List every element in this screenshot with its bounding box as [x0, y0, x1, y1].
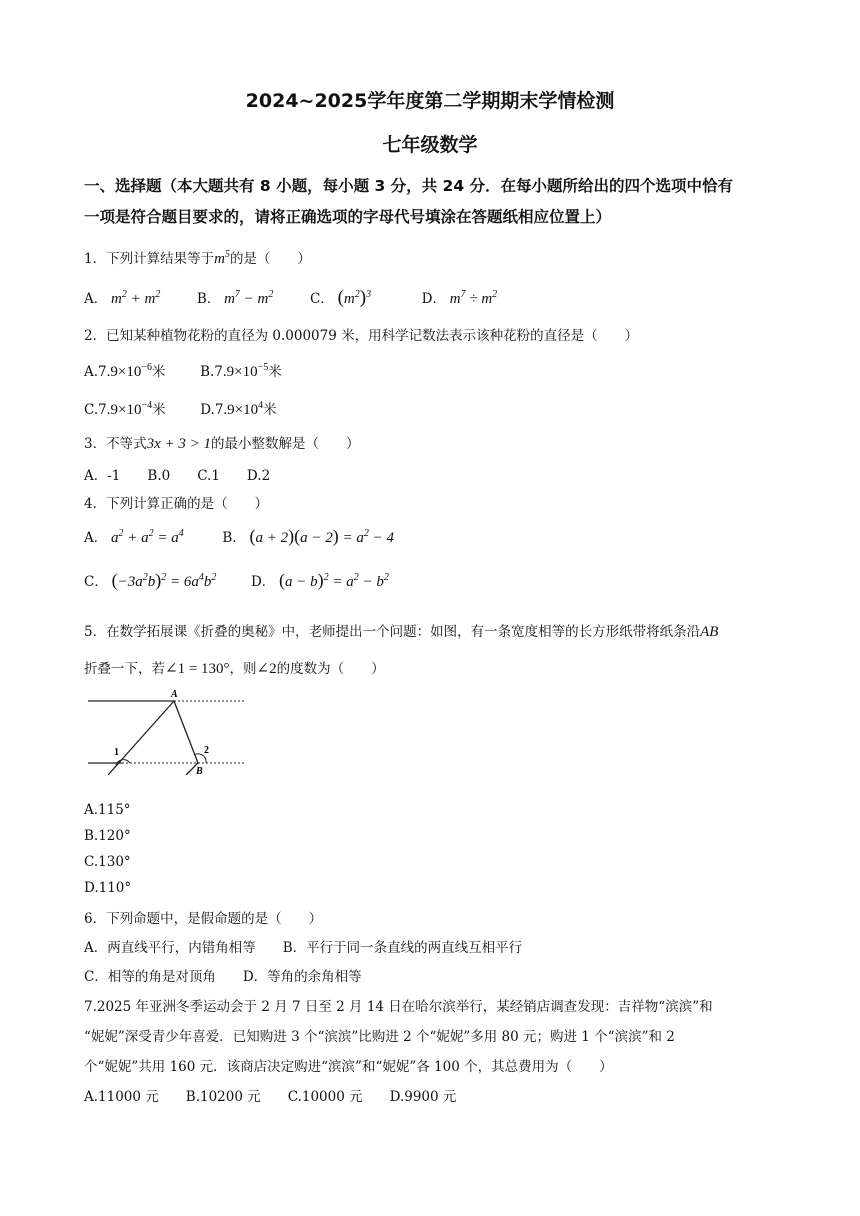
- question-5-line2: 折叠一下，若∠1 = 130°，则∠2的度数为（ ）: [84, 661, 385, 677]
- q5-option-a[interactable]: A.115°: [84, 802, 131, 818]
- question-5-line1: 5．在数学拓展课《折叠的奥秘》中，老师提出一个问题：如图，有一条宽度相等的长方形纸带将纸条沿AB: [84, 624, 719, 640]
- question-4-stem: 4．下列计算正确的是（ ）: [84, 496, 269, 512]
- question-6-options-row1[interactable]: A．两直线平行，内错角相等 B．平行于同一条直线的两直线互相平行: [84, 940, 523, 956]
- question-1-options: [84, 287, 497, 309]
- question-7-line2: “妮妮”深受青少年喜爱．已知购进 3 个“滨滨”比购进 2 个“妮妮”多用 80 元；购进 1 个“滨滨”和 2: [84, 1029, 675, 1045]
- q5-option-c[interactable]: C.130°: [84, 854, 131, 870]
- q2-option-b[interactable]: $B.7.9\times 10^{-5}$米: [200, 362, 282, 380]
- q4-option-c[interactable]: C． $(-3a^2b)^2 = 6a^4b^2$: [84, 570, 217, 590]
- fold-line-left: [108, 701, 174, 775]
- q5-option-b[interactable]: B.120°: [84, 828, 131, 844]
- q1-option-c[interactable]: C． $(m^2)^3$: [309, 287, 372, 308]
- q4-option-d[interactable]: D． $(a - b)^2 = a^2 - b^2$: [250, 570, 389, 590]
- q1-option-a[interactable]: A． $m^2 + m^2$: [84, 289, 161, 307]
- section-heading-line2: 一项是符合题目要求的，请将正确选项的字母代号填涂在答题纸相应位置上）: [84, 208, 612, 226]
- question-4-options-row1: [84, 526, 394, 547]
- q1-option-d[interactable]: D． $m^7 \div m^2$: [421, 289, 498, 307]
- q2-option-d[interactable]: $D.7.9\times 10^4$米: [200, 400, 277, 418]
- section-heading-line1: 一、选择题（本大题共有 8 小题，每小题 3 分，共 24 分．在每小题所给出的四个选项中恰有: [84, 177, 734, 195]
- label-b: B: [196, 766, 203, 775]
- question-2-options-row2: [84, 398, 277, 419]
- page-subtitle: 七年级数学: [382, 134, 478, 156]
- q5-option-d[interactable]: D.110°: [84, 880, 132, 896]
- label-angle-1: 1: [114, 747, 119, 758]
- question-7-line3: 个“妮妮”共用 160 元．该商店决定购进“滨滨”和“妮妮”各 100 个，其总费用为（ ）: [84, 1059, 613, 1075]
- question-6-options-row2[interactable]: C．相等的角是对顶角 D．等角的余角相等: [84, 969, 362, 985]
- q1-option-b[interactable]: B． $m^7 - m^2$: [196, 289, 274, 307]
- question-4-options-row2: [84, 570, 389, 591]
- question-3-options[interactable]: A．-1 B.0 C.1 D.2: [84, 468, 271, 484]
- question-2-options-row1: [84, 360, 282, 381]
- fold-line-ab: [174, 701, 198, 763]
- label-angle-2: 2: [204, 745, 209, 756]
- question-7-line1: 7.2025 年亚洲冬季运动会于 2 月 7 日至 2 月 14 日在哈尔滨举行，某经销店调查发现：吉祥物“滨滨”和: [84, 999, 713, 1015]
- q4-option-a[interactable]: A． $a^2 + a^2 = a^4$: [84, 528, 184, 546]
- q4-option-b[interactable]: B． $(a + 2)(a - 2) = a^2 - 4$: [222, 526, 395, 546]
- question-1-stem: 1．下列计算结果等于$m^5$的是（ ）: [84, 249, 311, 267]
- question-6-stem: 6．下列命题中，是假命题的是（ ）: [84, 911, 323, 927]
- question-3-stem: 3．不等式3x + 3 > 1的最小整数解是（ ）: [84, 436, 360, 452]
- q2-option-c[interactable]: $C.7.9\times 10^{-4}$米: [84, 400, 166, 418]
- question-2-stem: 2．已知某种植物花粉的直径为 0.000079 米，用科学记数法表示该种花粉的直径是（ ）: [84, 328, 639, 344]
- q2-option-a[interactable]: $A.7.9\times 10^{-6}$米: [84, 362, 166, 380]
- label-a: A: [171, 689, 178, 700]
- folded-strip-figure: [86, 685, 246, 775]
- question-7-options[interactable]: A.11000 元 B.10200 元 C.10000 元 D.9900 元: [84, 1089, 457, 1105]
- q1-target-expr: $m^5$: [214, 249, 230, 267]
- page-title: 2024~2025学年度第二学期期末学情检测: [245, 90, 615, 112]
